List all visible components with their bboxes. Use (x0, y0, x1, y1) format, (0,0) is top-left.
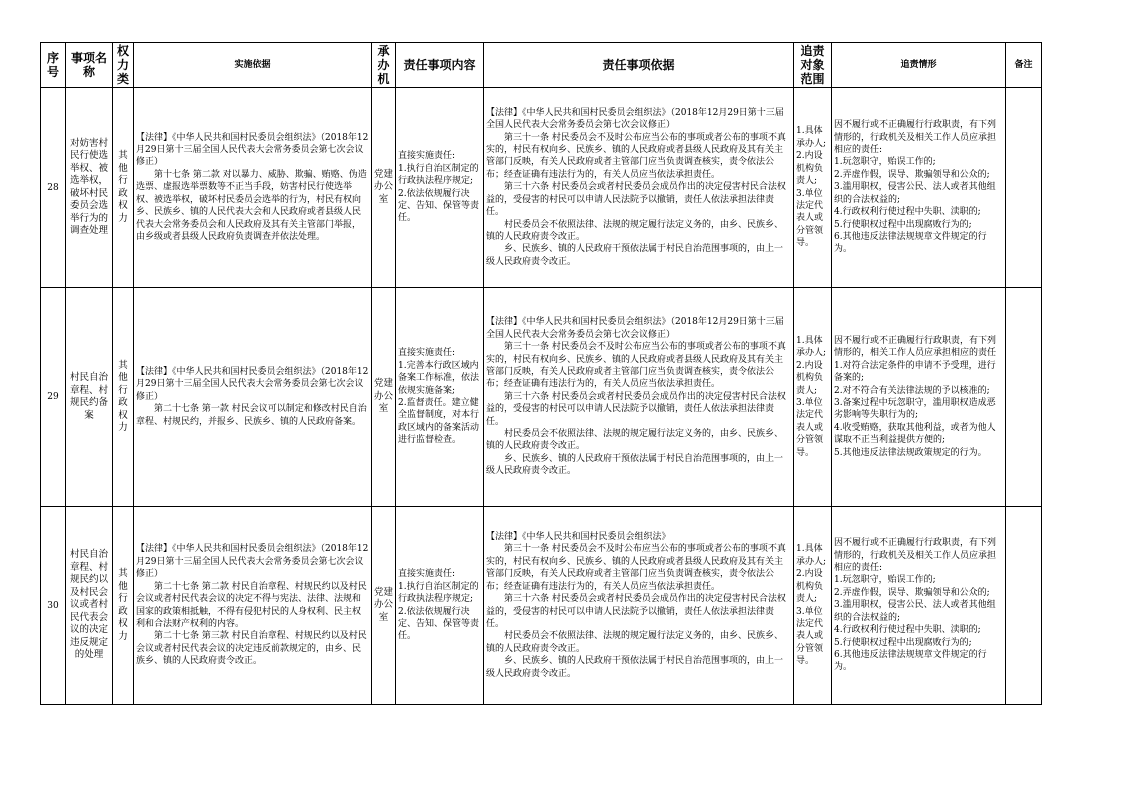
duty-basis-paragraph: 第三十一条 村民委员会不及时公布应当公布的事项或者公布的事项不真实的，村民有权向乡、民族乡、镇的人民政府或者县级人民政府及其有关主管部门反映，有关人民政府或者主管部门应当负责调查核实，责令依法公布；经查证确有违法行为的，有关人员应当依法承担责任。 (486, 544, 786, 592)
row-accountable (794, 88, 832, 288)
duty-content-line: 直接实施责任: (398, 348, 456, 359)
duty-content-line: 2.依法依规履行决定、告知、保管等责任。 (398, 188, 480, 224)
row-duty-basis (484, 507, 794, 705)
accountable-line: 3.单位法定代表人或分管领导。 (796, 188, 824, 249)
basis-paragraph: 第二十七条 第一款 村民会议可以制定和修改村民自治章程、村规民约，并报乡、民族乡、镇的人民政府备案。 (136, 404, 367, 427)
accountable-line: 2.内设机构负责人; (796, 569, 824, 605)
row-circumstances (832, 507, 1006, 705)
circumstance-line: 2.弄虚作假，误导、欺骗领导和公众的; (834, 169, 990, 180)
circumstance-line: 因不履行或不正确履行行政职责，有下列情形的，相关工作人员应承担相应的责任 (834, 335, 997, 359)
duty-content-line: 直接实施责任: (398, 569, 456, 580)
circumstance-line: 因不履行或不正确履行行政职责，有下列情形的，行政机关及相关工作人员应承担相应的责任: (834, 120, 997, 156)
circumstance-line: 5.行使职权过程中出现腐败行为的; (834, 219, 972, 230)
duty-basis-paragraph: 【法律】《中华人民共和国村民委员会组织法》 (486, 532, 671, 543)
header-power-type: 权力类 (113, 43, 134, 88)
duty-basis-paragraph: 村民委员会不依照法律、法规的规定履行法定义务的，由乡、民族乡、镇的人民政府责令改正。 (486, 219, 784, 242)
header-undertaker: 承办机 (372, 43, 396, 88)
circumstance-line: 1.玩忽职守，贻误工作的; (834, 575, 936, 586)
circumstance-line: 5.行使职权过程中出现腐败行为的; (834, 637, 972, 648)
accountable-line: 1.具体承办人; (796, 126, 827, 149)
circumstance-line: 3.备案过程中玩忽职守，滥用职权造成恶劣影响等失职行为的; (834, 398, 996, 421)
row-basis (134, 288, 372, 507)
accountable-line: 3.单位法定代表人或分管领导。 (796, 606, 824, 667)
circumstance-line: 4.行政权利行使过程中失职、渎职的; (834, 625, 981, 636)
row-accountable (794, 288, 832, 507)
circumstance-line: 2.弄虚作假，误导、欺骗领导和公众的; (834, 587, 990, 598)
circumstance-line: 6.其他违反法律法规规章文件规定的行为。 (834, 649, 987, 673)
duty-basis-paragraph: 第三十六条 村民委员会或者村民委员会成员作出的决定侵害村民合法权益的，受侵害的村民可以申请人民法院予以撤销，责任人依法承担法律责任。 (486, 594, 786, 629)
row-duty-content (396, 507, 484, 705)
row-item-name: 对妨害村民行使选举权、被选举权，破坏村民委员会选举行为的调查处理 (66, 88, 113, 288)
header-circumstances: 追责情形 (832, 43, 1006, 88)
accountable-line: 2.内设机构负责人; (796, 360, 824, 396)
row-power-type: 其他行政权力 (113, 507, 134, 705)
header-item-name: 事项名称 (66, 43, 113, 88)
row-circumstances (832, 288, 1006, 507)
basis-paragraph: 第十七条 第二款 对以暴力、威胁、欺骗、贿赂、伪造选票、虚报选举票数等不正当手段，妨害村民行使选举权、被选举权，破坏村民委员会选举的行为，村民有权向乡、民族乡、镇的人民代表大会和人民政府或者县级人民代表大会常务委员会和人民政府及其有关主管部门举报，由乡级或者县级人民政府负责调查并依法处理。 (136, 169, 367, 242)
duty-content-line: 2.监督责任。建立健全监督制度，对本行政区域内的备案活动进行监督检查。 (398, 398, 480, 446)
row-basis (134, 507, 372, 705)
circumstance-line: 6.其他违反法律法规规章文件规定的行为。 (834, 231, 987, 255)
row-basis (134, 88, 372, 288)
row-undertaker: 党建办公室 (372, 88, 396, 288)
header-duty-content: 责任事项内容 (396, 43, 484, 88)
accountable-line: 1.具体承办人; (796, 544, 827, 567)
duty-basis-paragraph: 村民委员会不依照法律、法规的规定履行法定义务的，由乡、民族乡、镇的人民政府责令改正。 (486, 631, 784, 654)
accountable-line: 3.单位法定代表人或分管领导。 (796, 398, 824, 458)
circumstance-line: 2.对不符合有关法律法规的予以核准的; (834, 385, 990, 396)
header-remarks: 备注 (1006, 43, 1042, 88)
table-row (41, 88, 1042, 288)
circumstance-line: 1.玩忽职守，贻误工作的; (834, 157, 936, 168)
duty-content-line: 1.完善本行政区域内备案工作标准，依法依规实施备案; (398, 360, 480, 396)
basis-paragraph: 第二十七条 第二款 村民自治章程、村规民约以及村民会议或者村民代表会议的决定不得与宪法、法律、法规和国家的政策相抵触，不得有侵犯村民的人身权利、民主权利和合法财产权利的内容。 (136, 581, 367, 629)
duty-basis-paragraph: 第三十六条 村民委员会或者村民委员会成员作出的决定侵害村民合法权益的，受侵害的村民可以申请人民法院予以撤销，责任人依法承担法律责任。 (486, 182, 786, 218)
row-remarks (1006, 88, 1042, 288)
row-duty-basis (484, 88, 794, 288)
row-seq: 30 (41, 507, 66, 705)
table-header-row (41, 43, 1042, 88)
circumstance-line: 3.滥用职权，侵害公民、法人或者其他组织的合法权益的; (834, 182, 996, 205)
header-basis: 实施依据 (134, 43, 372, 88)
basis-paragraph: 【法律】《中华人民共和国村民委员会组织法》（2018年12月29日第十三届全国人民代表大会常务委员会第七次会议修正） (136, 366, 369, 402)
basis-paragraph: 【法律】《中华人民共和国村民委员会组织法》（2018年12月29日第十三届全国人民代表大会常务委员会第七次会议修正） (136, 132, 369, 168)
duty-content-line: 直接实施责任: (398, 151, 456, 162)
row-remarks (1006, 288, 1042, 507)
row-duty-content (396, 88, 484, 288)
row-item-name: 村民自治章程、村规民约以及村民会议或者村民代表会议的决定违反规定的处理 (66, 507, 113, 705)
row-seq: 28 (41, 88, 66, 288)
circumstance-line: 3.滥用职权，侵害公民、法人或者其他组织的合法权益的; (834, 600, 996, 623)
table-row (41, 288, 1042, 507)
row-accountable (794, 507, 832, 705)
duty-content-line: 1.执行自治区制定的行政执法程序规定; (398, 163, 479, 187)
circumstance-line: 1.对符合法定条件的申请不予受理，进行备案的; (834, 360, 996, 384)
circumstance-line: 因不履行或不正确履行行政职责，有下列情形的，行政机关及相关工作人员应承担相应的责任: (834, 538, 997, 574)
basis-paragraph: 【法律】《中华人民共和国村民委员会组织法》（2018年12月29日第十三届全国人民代表大会常务委员会第七次会议修正） (136, 544, 369, 580)
row-seq: 29 (41, 288, 66, 507)
duty-basis-paragraph: 第三十一条 村民委员会不及时公布应当公布的事项或者公布的事项不真实的，村民有权向乡、民族乡、镇的人民政府或者县级人民政府及其有关主管部门反映，有关人民政府或者主管部门应当负责调查核实，责令依法公布；经查证确有违法行为的，有关人员应当依法承担责任。 (486, 342, 786, 390)
duty-basis-paragraph: 【法律】《中华人民共和国村民委员会组织法》（2018年12月29日第十三届全国人民代表大会常务委员会第七次会议修正） (486, 107, 784, 131)
responsibility-table (40, 42, 1042, 705)
header-accountable: 追责对象范围 (794, 43, 832, 88)
row-duty-content (396, 288, 484, 507)
row-undertaker: 党建办公室 (372, 288, 396, 507)
duty-basis-paragraph: 第三十六条 村民委员会或者村民委员会成员作出的决定侵害村民合法权益的，受侵害的村民可以申请人民法院予以撤销，责任人依法承担法律责任。 (486, 391, 786, 427)
duty-basis-paragraph: 乡、民族乡、镇的人民政府干预依法属于村民自治范围事项的，由上一级人民政府责令改正。 (486, 656, 784, 679)
basis-paragraph: 第二十七条 第三款 村民自治章程、村规民约以及村民会议或者村民代表会议的决定违反前款规定的，由乡、民族乡、镇的人民政府责令改正。 (136, 631, 367, 667)
row-undertaker: 党建办公室 (372, 507, 396, 705)
row-power-type: 其他行政权力 (113, 288, 134, 507)
duty-basis-paragraph: 第三十一条 村民委员会不及时公布应当公布的事项或者公布的事项不真实的，村民有权向乡、民族乡、镇的人民政府或者县级人民政府及其有关主管部门反映，有关人民政府或者主管部门应当负责调查核实，责令依法公布；经查证确有违法行为的，有关人员应当依法承担责任。 (486, 132, 786, 180)
duty-basis-paragraph: 村民委员会不依照法律、法规的规定履行法定义务的，由乡、民族乡、镇的人民政府责令改正。 (486, 429, 784, 452)
circumstance-line: 4.收受贿赂，获取其他利益，或者为他人谋取不正当利益提供方便的; (834, 422, 996, 446)
row-duty-basis (484, 288, 794, 507)
duty-content-line: 1.执行自治区制定的行政执法程序规定; (398, 581, 479, 605)
accountable-line: 2.内设机构负责人; (796, 151, 824, 187)
circumstance-line: 5.其他违反法律法规政策规定的行为。 (834, 447, 987, 458)
table-row (41, 507, 1042, 705)
duty-content-line: 2.依法依规履行决定、告知、保管等责任。 (398, 606, 480, 642)
circumstance-line: 4.行政权利行使过程中失职、渎职的; (834, 207, 981, 218)
row-power-type: 其他行政权力 (113, 88, 134, 288)
accountable-line: 1.具体承办人; (796, 335, 827, 359)
duty-basis-paragraph: 【法律】《中华人民共和国村民委员会组织法》（2018年12月29日第十三届全国人民代表大会常务委员会第七次会议修正） (486, 317, 784, 340)
header-seq: 序号 (41, 43, 66, 88)
duty-basis-paragraph: 乡、民族乡、镇的人民政府干预依法属于村民自治范围事项的，由上一级人民政府责令改正。 (486, 244, 784, 267)
header-duty-basis: 责任事项依据 (484, 43, 794, 88)
row-item-name: 村民自治章程、村规民约备案 (66, 288, 113, 507)
duty-basis-paragraph: 乡、民族乡、镇的人民政府干预依法属于村民自治范围事项的，由上一级人民政府责令改正。 (486, 453, 784, 477)
row-circumstances (832, 88, 1006, 288)
row-remarks (1006, 507, 1042, 705)
